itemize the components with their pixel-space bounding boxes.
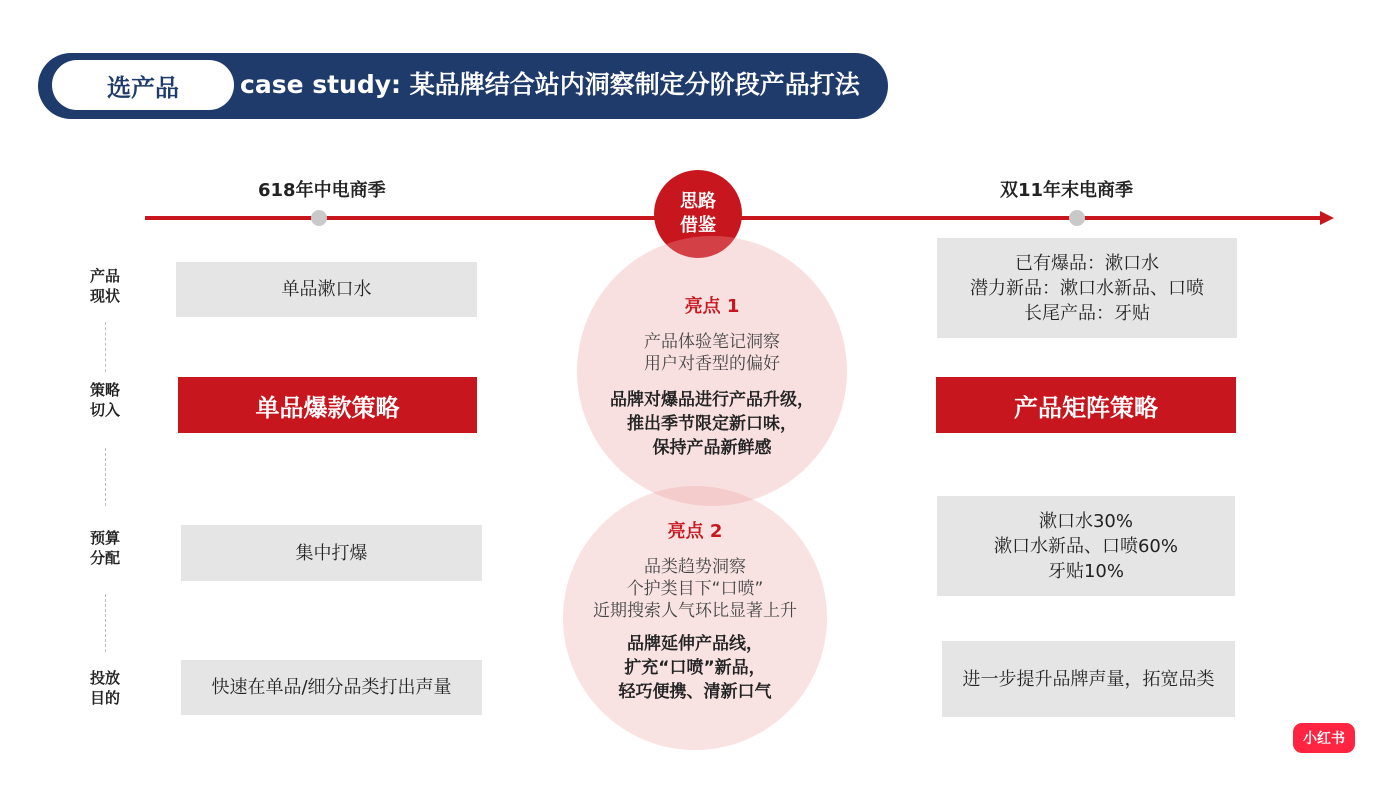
row-label-product <box>80 266 130 306</box>
highlight-1-insight-line: 产品体验笔记洞察 <box>644 332 780 352</box>
timeline-dot-left <box>311 210 327 226</box>
highlight-1-action-line: 保持产品新鲜感 <box>652 438 772 458</box>
right-product-line: 已有爆品：漱口水 <box>1015 252 1159 274</box>
idea-circle-line2: 借鉴 <box>680 215 716 236</box>
row-label-line: 产品 <box>89 267 120 285</box>
highlight-1-action <box>567 388 857 460</box>
row-label-line: 投放 <box>89 669 120 687</box>
highlight-2-action-line: 品牌延伸产品线， <box>627 634 763 654</box>
stage-label-right: 双11年末电商季 <box>1000 180 1134 201</box>
header-tag: 选产品 <box>52 60 234 110</box>
left-goal-box <box>181 660 482 715</box>
page-title: case study: 某品牌结合站内洞察制定分阶段产品打法 <box>240 70 860 99</box>
right-budget-line: 牙贴10% <box>1047 560 1124 582</box>
row-label-strategy <box>80 380 130 420</box>
highlight-2-action <box>563 632 827 704</box>
highlight-2-insight-line: 品类趋势洞察 <box>644 557 746 577</box>
highlight-1-action-line: 品牌对爆品进行产品升级， <box>610 390 814 410</box>
right-strategy-box <box>936 377 1236 433</box>
right-goal-text: 进一步提升品牌声量，拓宽品类 <box>962 668 1215 690</box>
row-label-goal <box>80 668 130 708</box>
row-label-line: 目的 <box>89 689 120 707</box>
row-label-line: 分配 <box>89 549 120 567</box>
left-strategy-box <box>178 377 477 433</box>
highlight-2-action-line: 扩充“口喷”新品， <box>624 658 766 678</box>
highlight-2-insight-line: 个护类目下“口喷” <box>626 579 764 599</box>
idea-circle-line1: 思路 <box>680 191 716 212</box>
row-label-line: 切入 <box>89 401 120 419</box>
highlight-2-title: 亮点 2 <box>667 521 723 542</box>
left-budget-text: 集中打爆 <box>295 542 368 564</box>
timeline-arrow-icon <box>1320 211 1334 225</box>
left-product-text: 单品漱口水 <box>281 279 372 300</box>
row-label-line: 现状 <box>89 287 120 305</box>
right-strategy-text: 产品矩阵策略 <box>1014 393 1158 422</box>
row-divider <box>105 448 106 506</box>
stage-label-left: 618年中电商季 <box>258 180 386 201</box>
right-budget-line: 漱口水新品、口喷60% <box>993 535 1178 557</box>
highlight-1-action-line: 推出季节限定新口味， <box>627 414 797 434</box>
row-divider <box>105 322 106 372</box>
left-strategy-text: 单品爆款策略 <box>255 393 400 422</box>
left-budget-box <box>181 525 482 581</box>
highlight-1-insight-line: 用户对香型的偏好 <box>644 354 780 374</box>
left-goal-text: 快速在单品/细分品类打出声量 <box>211 677 452 698</box>
highlight-1-title: 亮点 1 <box>684 296 740 317</box>
xiaohongshu-logo: 小红书 <box>1293 723 1355 753</box>
right-product-line: 潜力新品：漱口水新品、口喷 <box>970 277 1204 299</box>
highlight-2-action-line: 轻巧便携、清新口气 <box>618 682 772 702</box>
right-product-line: 长尾产品：牙贴 <box>1024 302 1150 324</box>
row-label-budget <box>80 528 130 568</box>
highlight-1-insight <box>577 331 847 375</box>
left-product-box <box>176 262 477 317</box>
row-divider <box>105 594 106 652</box>
right-budget-line: 漱口水30% <box>1038 510 1133 532</box>
timeline-dot-right <box>1069 210 1085 226</box>
right-budget-box <box>937 496 1235 596</box>
highlight-2-insight <box>553 556 837 622</box>
row-label-line: 预算 <box>89 529 120 547</box>
right-product-box <box>937 238 1237 338</box>
row-label-line: 策略 <box>89 381 120 399</box>
right-goal-box <box>942 641 1235 717</box>
highlight-2-insight-line: 近期搜索人气环比显著上升 <box>593 601 797 621</box>
